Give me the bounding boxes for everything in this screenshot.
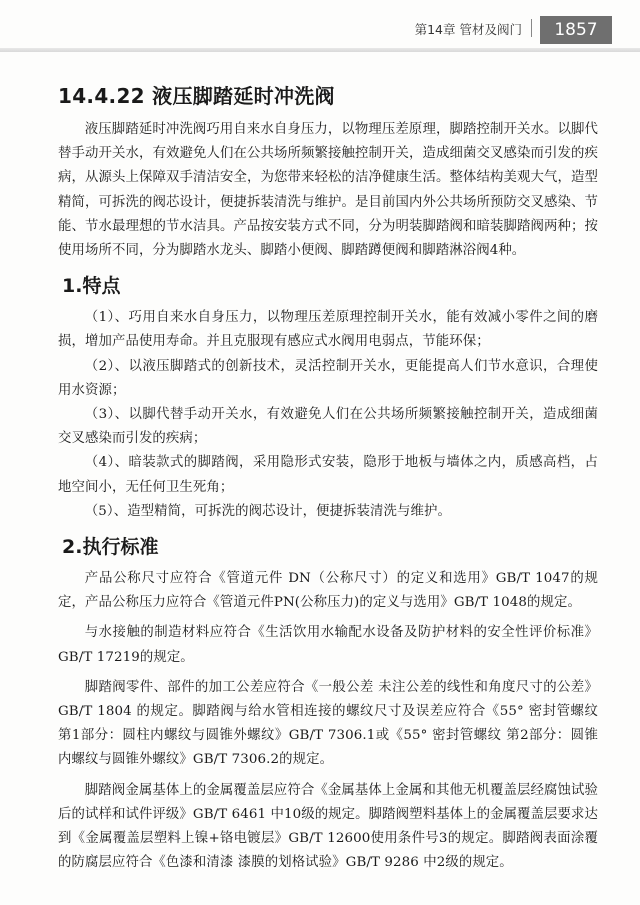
standards-paragraph: 与水接触的制造材料应符合《生活饮用水输配水设备及防护材料的安全性评价标准》GB/T 17219的规定。 — [58, 625, 598, 665]
page-body — [58, 80, 598, 875]
feature-item: （5）、造型精简，可拆洗的阀芯设计，便捷拆装清洗与维护。 — [84, 503, 451, 519]
feature-item: （3）、以脚代替手动开关水，有效避免人们在公共场所频繁接触控制开关，造成细菌交叉感染而引发的疾病； — [58, 407, 598, 447]
page-header — [0, 0, 640, 56]
feature-item: （1）、巧用自来水自身压力，以物理压差原理控制开关水，能有效减小零件之间的磨损，增加产品使用寿命。并且克服现有感应式水阀用电弱点，节能环保； — [58, 310, 598, 350]
header-divider — [531, 19, 532, 37]
page-number: 1857 — [540, 16, 612, 44]
feature-item: （2）、以液压脚踏式的创新技术，灵活控制开关水，更能提高人们节水意识，合理使用水资源； — [58, 358, 598, 398]
feature-item: （4）、暗装款式的脚踏阀，采用隐形式安装，隐形于地板与墙体之内，质感高档，占地空间小，无任何卫生死角； — [58, 455, 598, 495]
section-title: 14.4.22 液压脚踏延时冲洗阀 — [58, 84, 335, 108]
intro-paragraph: 液压脚踏延时冲洗阀巧用自来水自身压力，以物理压差原理，脚踏控制开关水。以脚代替手动开关水，有效避免人们在公共场所频繁接触控制开关，造成细菌交叉感染而引发的疾病，从源头上保障双手清洁安全，为您带来轻松的洁净健康生活。整体结构美观大气，造型精简，可拆洗的阀芯设计，便捷拆装清洗与维护。是目前国内外公共场所预防交叉感染、节能、节水最理想的节水洁具。产品按安装方式不同，分为明装脚踏阀和暗装脚踏阀两种；按使用场所不同，分为脚踏水龙头、脚踏小便阀、脚踏蹲便阀和脚踏淋浴阀4种。 — [58, 122, 598, 259]
standards-heading: 2.执行标准 — [62, 536, 159, 559]
standards-paragraph: 脚踏阀金属基体上的金属覆盖层应符合《金属基体上金属和其他无机覆盖层经腐蚀试验后的试样和试件评级》GB/T 6461 中10级的规定。脚踏阀塑料基体上的金属覆盖层要求达到《金属覆盖层塑料上镍+铬电镀层》GB/T 12600使用条件号3的规定。脚踏阀表面涂覆的防腐层应符合《色漆和清漆 漆膜的划格试验》GB/T 9286 中2级的规定。 — [58, 782, 598, 871]
standards-paragraph: 脚踏阀零件、部件的加工公差应符合《一般公差 未注公差的线性和角度尺寸的公差》GB/T 1804 的规定。脚踏阀与给水管相连接的螺纹尺寸及误差应符合《55° 密封管螺纹 第1部分：圆柱内螺纹与圆锥外螺纹》GB/T 7306.1或《55° 密封管螺纹 第2部分：圆锥内螺纹与圆锥外螺纹》GB/T 7306.2的规定。 — [58, 679, 598, 768]
features-heading: 1.特点 — [62, 275, 121, 298]
header-rule — [0, 48, 640, 52]
chapter-title: 第14章 管材及阀门 — [414, 22, 522, 37]
standards-paragraph: 产品公称尺寸应符合《管道元件 DN（公称尺寸）的定义和选用》GB/T 1047的规定，产品公称压力应符合《管道元件PN(公称压力)的定义与选用》GB/T 1048的规定。 — [58, 571, 598, 611]
